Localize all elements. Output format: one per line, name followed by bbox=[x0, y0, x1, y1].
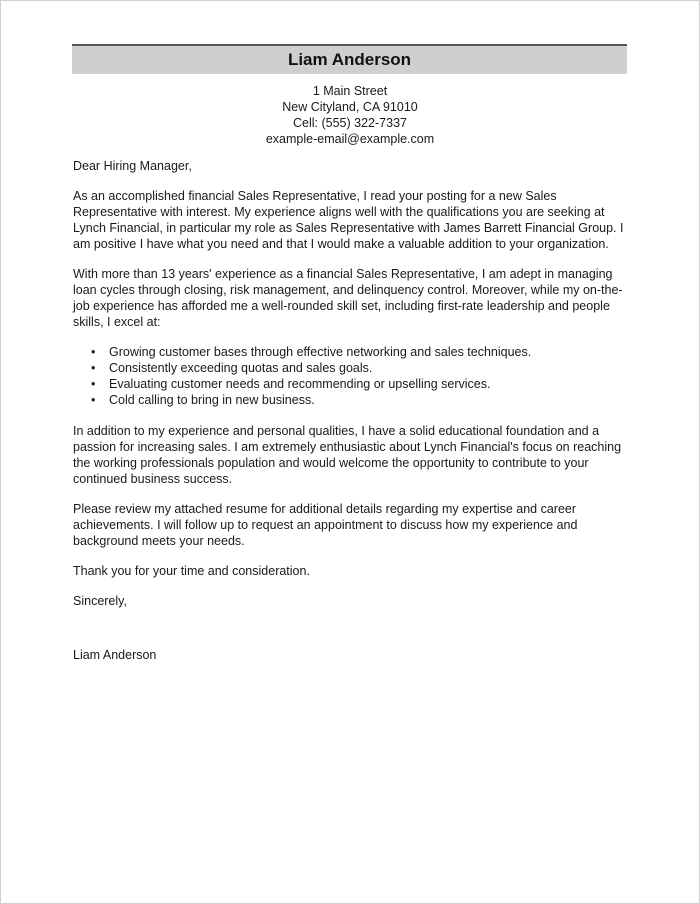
paragraph-followup: Please review my attached resume for additional details regarding my expertise and career achievements. I will follow up to request an appointment to discuss how my experience and background meets your needs. bbox=[73, 502, 578, 548]
salutation: Dear Hiring Manager, bbox=[73, 159, 192, 173]
contact-block bbox=[0, 83, 700, 147]
list-item: • Growing customer bases through effective networking and sales techniques. bbox=[109, 344, 633, 360]
valediction: Sincerely, bbox=[73, 594, 127, 608]
paragraph-education: In addition to my experience and personal qualities, I have a solid educational foundation and a passion for increasing sales. I am extremely enthusiastic about Lynch Financial's focus on reaching the working professionals population and would welcome the opportunity to contribute to your continued business success. bbox=[73, 424, 622, 486]
paragraph-intro: As an accomplished financial Sales Representative, I read your posting for a new Sales Representative with interest. My experience aligns well with the qualifications you are seeking at Lynch Financial, in particular my role as Sales Representative with James Barrett Financial Group. I am positive I have what you need and that I would make a valuable addition to your organization. bbox=[73, 189, 624, 251]
list-item: • Evaluating customer needs and recommending or upselling services. bbox=[109, 376, 633, 392]
city-state-zip: New Cityland, CA 91010 bbox=[282, 100, 418, 114]
signature-name: Liam Anderson bbox=[73, 648, 157, 662]
paragraph-experience: With more than 13 years' experience as a financial Sales Representative, I am adept in managing loan cycles through closing, risk management, and delinquency control. Moreover, while my on-the-job experience has afforded me a well-rounded skill set, including first-rate leadership and people skills, I excel at: bbox=[73, 267, 623, 329]
skills-list bbox=[73, 344, 633, 408]
closing-thanks: Thank you for your time and consideration. bbox=[73, 564, 310, 578]
applicant-name: Liam Anderson bbox=[287, 50, 412, 69]
email-address: example-email@example.com bbox=[265, 132, 435, 146]
list-item: • Consistently exceeding quotas and sales goals. bbox=[109, 360, 633, 376]
letter-body bbox=[73, 158, 633, 677]
signature-space bbox=[73, 623, 633, 647]
phone-number: Cell: (555) 322-7337 bbox=[293, 116, 407, 130]
street-address: 1 Main Street bbox=[312, 84, 388, 98]
name-header-bar bbox=[72, 44, 627, 74]
list-item: • Cold calling to bring in new business. bbox=[109, 392, 633, 408]
